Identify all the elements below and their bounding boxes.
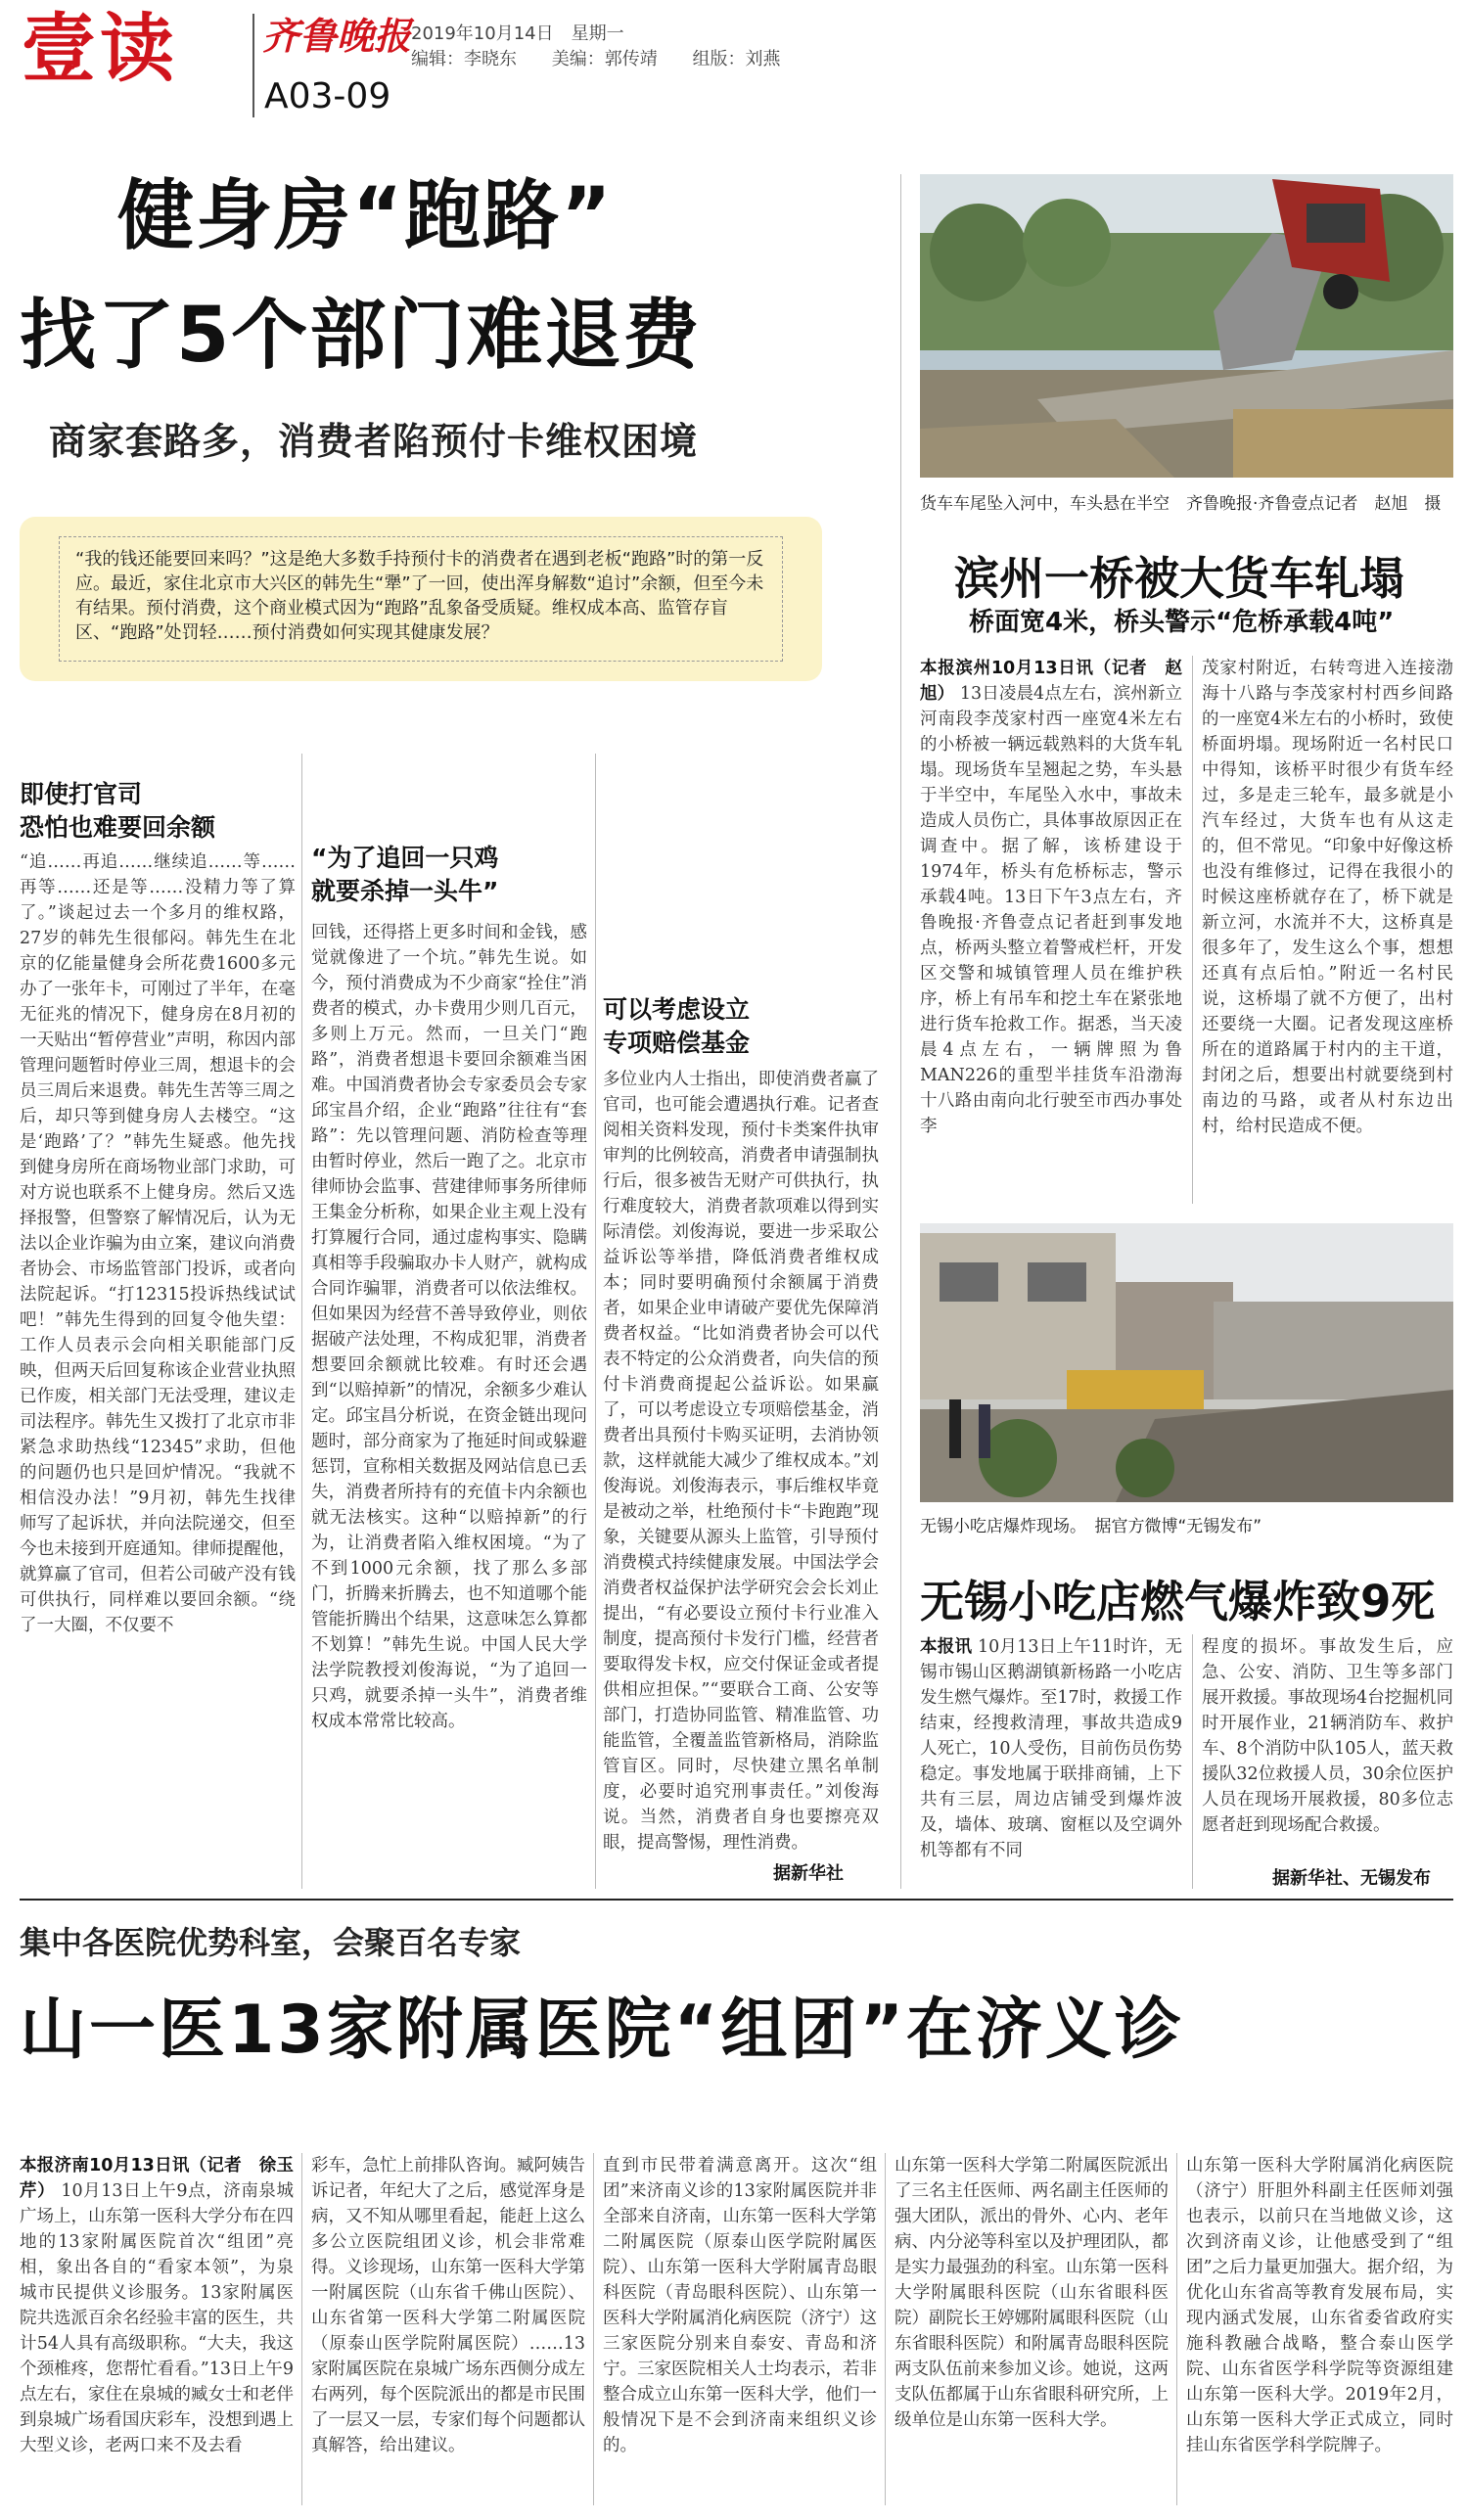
lead-column-3: 多位业内人士指出，即使消费者赢了官司，也可能会遭遇执行难。记者查阅相关资料发现，预付卡类案件执审审判的比例较高，消费者申请强制执行后，很多被告无财产可供执行，执行难度较大，消费者款项难以得到实际清偿。刘俊海说，要进一步采取公益诉讼等举措，降低消费者维权成本；同时要明确预付余额属于消费者，如果企业申请破产要优先保障消费者权益。“比如消费者协会可以代表不特定的公众消费者，向失信的预付卡消费商提起公益诉讼。如果赢了，可以考虑设立专项赔偿基金，消费者出具预付卡购买证明，去消协领款，这样就能大减少了维权成本。”刘俊海说。刘俊海表示，事后维权毕竟是被动之举，杜绝预付卡“卡跑跑”现象，关键要从源头上监管，引导预付消费模式持续健康发展。中国法学会消费者权益保护法学研究会会长刘止提出，“有必要设立预付卡行业准入制度，提高预付卡发行门槛，经营者要取得发卡权，应交付保证金或者提供相应担保。”“要联合工商、公安等部门，打造协同监管、精准监管、功能监管，全覆盖监管新格局，消除监管盲区。同时，尽快建立黑名单制度，必要时追究刑事责任。”刘俊海说。当然，消费者自身也要擦亮双眼，提高警惕，理性消费。 [603,1070,879,1853]
proofer: 组版：刘燕 [692,49,781,69]
hospital-column-4: 山东第一医科大学第二附属医院派出了三名主任医师、两名副主任医师的强大团队，派出的骨外、心内、老年病、内分泌等科室以及护理团队，都是实力最强劲的科室。山东第一医科大学附属眼科医院（山东省眼科医院）副院长王婷娜附属眼科医院（山东省眼科医院）和附属青岛眼科医院两支队伍前来参加义诊。她说，这两支队伍都属于山东省眼科研究所，上级单位是山东第一医科大学。 [895,2156,1169,2430]
bridge-byline: 本报滨州10月13日讯（记者 赵旭） [920,659,1182,704]
hospital-column-1 [20,2153,294,2505]
bridge-headline: 滨州一桥被大货车轧塌 [954,552,1404,605]
hospital-headline: 山一医13家附属医院“组团”在济义诊 [20,1992,1185,2069]
lead-intro-text: “我的钱还能要回来吗？”这是绝大多数手持预付卡的消费者在遇到老板“跑路”时的第一反应。最近，家住北京市大兴区的韩先生“犟”了一回，使出浑身解数“追讨”余额，但至今未有结果。预付消费，这个商业模式因为“跑路”乱象备受质疑。维权成本高、监管存盲区、“跑路”处罚轻……预付消费如何实现其健康发展？ [59,536,783,662]
hospital-column-5: 山东第一医科大学附属消化病医院（济宁）肝胆外科副主任医师刘强也表示，以前只在当地做义诊，这次到济南义诊，让他感受到了“组团”之后力量更加强大。据介绍，为优化山东省高等教育发展布局，实现内涵式发展，山东省委省政府实施科教融合战略，整合泰山医学院、山东省医学科学院等资源组建山东第一医科大学。2019年2月，山东第一医科大学正式成立，同时挂山东省医学科学院牌子。 [1186,2156,1453,2455]
bridge-photo [920,174,1453,478]
bridge-photo-caption: 货车车尾坠入河中，车头悬在半空 齐鲁晚报·齐鲁壹点记者 赵旭 摄 [920,494,1442,514]
hospital-byline: 本报济南10月13日讯（记者 徐玉芹） [20,2156,294,2201]
lead-section-2-title: “为了追回一只鸡 就要杀掉一头牛” [311,844,499,905]
lead-column-2: 回钱，还得搭上更多时间和金钱，感觉就像进了一个坑。”韩先生说。如今，预付消费成为不少商家“拴住”消费者的模式，办卡费用少则几百元，多则上万元。然而，一旦关门“跑路”，消费者想退卡要回余额难当困难。中国消费者协会专家委员会专家邱宝昌介绍，企业“跑路”往往有“套路”：先以管理问题、消防检查等理由暂时停业，然后一跑了之。北京市律师协会监事、营建律师事务所律师王集金分析称，如果企业主观上没有打算履行合同，通过虚构事实、隐瞒真相等手段骗取办卡人财产，就构成合同诈骗罪，消费者可以依法维权。但如果因为经营不善导致停业，则依据破产法处理，不构成犯罪，消费者想要回余额就比较难。有时还会遇到“以赔掉新”的情况，余额多少难认定。邱宝昌分析说，在资金链出现问题时，部分商家为了拖延时间或躲避惩罚，宣称相关数据及网站信息已丢失，消费者所持有的充值卡内余额也就无法核实。这种“以赔掉新”的行为，让消费者陷入维权困境。“为了不到1000元余额，找了那么多部门，折腾来折腾去，也不知道哪个能管能折腾出个结果，这意味怎么算都不划算！”韩先生说。中国人民大学法学院教授刘俊海说，“为了追回一只鸡，就要杀掉一头牛”，消费者维权成本常常比较高。 [311,923,587,1731]
masthead-divider [252,14,254,117]
lead-column-1: “追……再追……继续追……等……再等……还是等……没精力等了算了。”谈起过去一个多月的维权路，27岁的韩先生很郁闷。韩先生在北京的亿能量健身会所花费1600多元办了一张年卡，可刚过了半年，在毫无征兆的情况下，健身房在8月初的一天贴出“暂停营业”声明，称因内部管理问题暂时停业三周，想退卡的会员三周后来退费。韩先生苦等三周之后，却只等到健身房人去楼空。“这是‘跑路’了？”韩先生疑惑。他先找到健身房所在商场物业部门求助，可对方说也联系不上健身房。然后又选择报警，但警察了解情况后，认为无法以企业诈骗为由立案，建议向消费者协会、市场监管部门投诉，或者向法院起诉。“打12315投诉热线试试吧！”韩先生得到的回复令他失望：工作人员表示会向相关职能部门反映，但两天后回复称该企业营业执照已作废，相关部门无法受理，建议走司法程序。韩先生又拨打了北京市非紧急求助热线“12345”求助，但他的问题仍也只是回炉情况。“我就不相信没办法！”9月初，韩先生找律师写了起诉状，并向法院递交，但至今也未接到开庭通知。律师提醒他，就算赢了官司，但若公司破产没有钱可供执行，同样难以要回余额。“绕了一大圈，不仅要不 [20,852,296,1635]
bridge-column-1-text: 13日凌晨4点左右，滨州新立河南段李茂家村西一座宽4米左右的小桥被一辆远载熟料的大货车轧塌。现场货车呈翘起之势，车头悬于半空中，车尾坠入水中，事故未造成人员伤亡，具体事故原因正在调查中。据了解，该桥建设于1974年，桥头有危桥标志，警示承载4吨。13日下午3点左右，齐鲁晚报·齐鲁壹点记者赶到事发地点，桥两头整立着警戒栏杆，开发区交警和城镇管理人员在维护秩序，桥上有吊车和挖土车在紧张地进行货车抢救工作。据悉，当天凌晨4点左右，一辆牌照为鲁MAN226的重型半挂货车沿渤海十八路由南向北行驶至市西办事处李 [920,684,1182,1136]
lead-intro-box [20,517,822,681]
wuxi-column-2: 程度的损坏。事故发生后，应急、公安、消防、卫生等多部门展开救援。事故现场4台挖掘机同时开展作业，21辆消防车、救护车、8个消防中队105人，蓝天救援队32位救援人员，30余位医护人员在现场开展救援，80多位志愿者赶到现场配合救援。 [1202,1637,1453,1835]
hospital-column-1-text: 10月13日上午9点，济南泉城广场上，山东第一医科大学分布在四地的13家附属医院首次“组团”亮相，象出各自的“看家本领”，为泉城市民提供义诊服务。13家附属医院共选派百余名经验丰富的医生，共计54人具有高级职称。“大夫，我这个颈椎疼，您帮忙看看。”13日上午9点左右，家住在泉城的臧女士和老伴到泉城广场看国庆彩车，没想到遇上大型义诊，老两口来不及去看 [20,2181,294,2455]
column-rule [1176,2153,1177,2505]
column-rule [301,754,302,1889]
hospital-column-3: 直到市民带着满意离开。这次“组团”来济南义诊的13家附属医院并非全部来自济南，山东第一医科大学第二附属医院（原泰山医学院附属医院）、山东第一医科大学附属青岛眼科医院（青岛眼科医院）、山东第一医科大学附属消化病医院（济宁）这三家医院分别来自泰安、青岛和济宁。三家医院相关人士均表示，若非整合成立山东第一医科大学，他们一般情况下是不会到济南来组织义诊的。 [603,2156,877,2455]
truck-on-collapsed-bridge-image [920,174,1453,478]
hospital-subheadline: 集中各医院优势科室，会聚百名专家 [20,1924,522,1961]
section-divider [20,1899,1453,1901]
lead-column-3-top [603,754,879,988]
designer: 美编：郭传靖 [551,49,658,69]
lead-subheadline: 商家套路多，消费者陷预付卡维权困境 [49,420,699,463]
section-brand: 壹读 [22,5,178,92]
column-rule [1192,1634,1193,1889]
date-line: 2019年10月14日 星期一 [411,23,624,44]
wuxi-column-1-text: 10月13日上午11时许，无锡市锡山区鹅湖镇新杨路一小吃店发生燃气爆炸。至17时，救援工作结束，经搜救清理，事故共造成9人死亡，10人受伤，目前伤员伤势稳定。事发地属于联排商铺，上下共有三层，周边店铺受到爆炸波及，墙体、玻璃、窗框以及空调外机等都有不同 [920,1637,1182,1860]
lead-headline-line-2: 找了5个部门难退费 [20,292,702,380]
column-rule [593,2153,594,2505]
column-rule [885,2153,886,2505]
hospital-column-2: 彩车，急忙上前排队咨询。臧阿姨告诉记者，年纪大了之后，感觉浑身是病，又不知从哪里看起，能赶上这么多公立医院组团义诊，机会非常难得。义诊现场，山东第一医科大学第一附属医院（山东省千佛山医院）、山东省第一医科大学第二附属医院（原泰山医学院附属医院）……13家附属医院在泉城广场东西侧分成左右两列，每个医院派出的都是市民围了一层又一层，专家们每个问题都认真解答，给出建议。 [311,2156,585,2455]
staff-line [411,45,809,70]
lead-source: 据新华社 [773,1863,844,1884]
wuxi-photo-caption: 无锡小吃店爆炸现场。 据官方微博“无锡发布” [920,1517,1262,1536]
bridge-subheadline: 桥面宽4米，桥头警示“危桥承载4吨” [969,608,1395,637]
bridge-column-2: 茂家村附近，右转弯进入连接渤海十八路与李茂家村村西乡间路的一座宽4米左右的小桥时，致使桥面坍塌。现场附近一名村民口中得知，该桥平时很少有货车经过，多是走三轮车，最多就是小汽车经过，大货车也有从这走的，但不常见。“印象中好像这桥也没有维修过，记得在我很小的时候这座桥就存在了，桥下就是新立河，水流并不大，这桥真是很多年了，发生这么个事，想想还真有点后怕。”附近一名村民说，这桥塌了就不方便了，出村还要绕一大圈。记者发现这座桥所在的道路属于村内的主干道，封闭之后，想要出村就要绕到村南边的马路，或者从村东边出村，给村民造成不便。 [1202,659,1453,1136]
wuxi-column-1 [920,1634,1182,1889]
wuxi-source: 据新华社、无锡发布 [1272,1868,1431,1889]
wuxi-photo [920,1223,1453,1502]
lead-headline-line-1: 健身房“跑路” [117,172,614,260]
explosion-scene-image [920,1223,1453,1502]
lead-column-2-top [311,754,587,842]
column-rule [1192,656,1193,1204]
editor: 编辑：李晓东 [411,49,517,69]
column-rule [595,754,596,1889]
wuxi-byline: 本报讯 [920,1637,973,1657]
newspaper-logo: 齐鲁晚报 [262,14,412,58]
column-rule [900,174,901,1889]
wuxi-headline: 无锡小吃店燃气爆炸致9死 [920,1576,1436,1627]
column-rule [301,2153,302,2505]
bridge-column-1 [920,656,1182,1204]
page-code: A03-09 [264,76,391,116]
lead-section-1-title: 即使打官司 恐怕也难要回余额 [20,780,216,842]
lead-section-3-title: 可以考虑设立 专项赔偿基金 [603,995,751,1057]
